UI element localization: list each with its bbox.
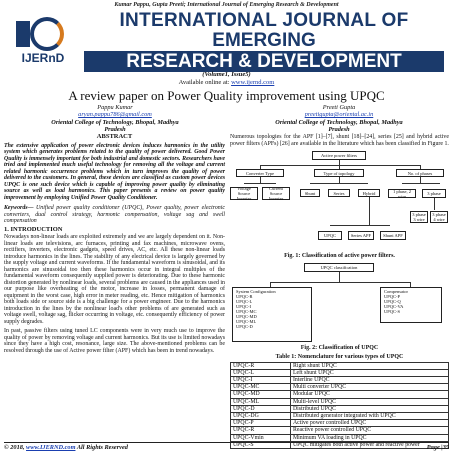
table-cell-abbreviation: UPQC-I xyxy=(231,376,291,383)
author-affiliation: Oriental College of Technology, Bhopal, Madhya xyxy=(275,118,403,126)
fig2-system-config-group xyxy=(232,287,312,342)
fig1-node-hybrid: Hybrid xyxy=(358,189,380,197)
page-number: Page |35 xyxy=(426,444,449,451)
fig1-node-3p3w: 3 phase 3 wire xyxy=(410,211,428,223)
table-cell-abbreviation: UPQC-R xyxy=(231,427,291,434)
table-cell-abbreviation: UPQC-MD xyxy=(231,391,291,398)
figure-1-diagram xyxy=(230,151,449,251)
table-cell-abbreviation: UPQC-R xyxy=(231,362,291,369)
volume-line: (Volume1, Issue5) xyxy=(202,71,251,78)
table-cell-abbreviation: UPQC-D xyxy=(231,405,291,412)
intro-paragraph-1: Nowadays non-linear loads are exploited extremely and we are largely dependent on it. Non-linear loads are televisions, arc furnaces, printing and fax machines, microwave ovens, rectifiers, inverters, electronic gadgets, speed drives, AC, etc. All these non-linear loads introduce harmonics in the lines. The stability of any electrical device is largely governed by the supply voltage and current waveforms. If the fundamental waveform is sinusoidal, and its harmonics are sinusoidal too then these harmonics occur in integral multiples of the fundamental waveform consequently supplied power is deteriorating. Due to these harmonic distortion generated by nonlinear loads, several problems are caused in the appliances used in our purpose like overheating of the motor, increase in losses, permanent damage of equipment in the worst case, high error in meter reading, etc. Hence mitigation of harmonics both loads side or source side is a big challenge for a power engineer. Due to the harmonics introduction in the lines by the nonlinear load's other problems of are generated such as voltage swell, voltage sag, flicker occurring in voltage, etc. consequently efficiency of power supply degrades. xyxy=(4,234,225,325)
table-cell-description: Reactive power controlled UPQC xyxy=(291,427,449,434)
fig2-compensator-group xyxy=(380,287,442,323)
author-email-link[interactable]: aryan.pappu786@gmail.com xyxy=(78,111,152,119)
table-cell-description: Active power controlled UPQC xyxy=(291,420,449,427)
left-column xyxy=(4,134,225,357)
table-cell-description: Modular UPQC xyxy=(291,391,449,398)
table-cell-description: Minimum VA loading in UPQC xyxy=(291,434,449,441)
keywords-label: Keywords— xyxy=(4,205,34,211)
logo-ring-icon xyxy=(30,17,64,51)
author-block-1 xyxy=(4,104,226,134)
author-block-2 xyxy=(228,104,450,134)
table-row xyxy=(231,405,449,412)
fig1-node-shunt: Shunt xyxy=(300,189,320,197)
fig1-node-converter-type: Converter Type xyxy=(236,169,284,177)
journal-title-line1: INTERNATIONAL JOURNAL OF xyxy=(119,10,409,31)
table-row xyxy=(231,398,449,405)
table-cell-abbreviation: UPQC-MC xyxy=(231,384,291,391)
logo-bar-icon xyxy=(16,21,30,47)
fig2-item: UPQC-VA xyxy=(384,303,404,309)
fig2-group-title: Compensator xyxy=(384,288,408,294)
fig2-item: UPQC-L xyxy=(236,298,253,304)
author-name: Pappu Kumar xyxy=(97,104,133,111)
keywords xyxy=(4,205,225,225)
logo-text: IJERnD xyxy=(21,51,65,65)
table-row xyxy=(231,376,449,383)
fig1-node-series-apf: Series APF xyxy=(348,231,374,240)
table-cell-description: Distributed UPQC xyxy=(291,405,449,412)
table-row xyxy=(231,427,449,434)
right-column xyxy=(230,134,449,449)
journal-title-line3: RESEARCH & DEVELOPMENT xyxy=(84,51,444,72)
fig2-root-node: UPQC classification xyxy=(304,263,374,272)
table-row xyxy=(231,420,449,427)
fig2-item: UPQC-I xyxy=(236,303,252,309)
right-intro-paragraph: Numerous topologies for the APF [1]–[7], shunt [18]–[24], series [25] and hybrid active power filters (APFs) [26] are available in the literature which has been classified in Figure 1. xyxy=(230,134,449,147)
available-line xyxy=(0,79,453,86)
fig2-item: UPQC-R xyxy=(236,293,253,299)
keywords-text: Unified power quality conditioner (UPQC), Power quality, power electronic converters, dual control strategy, harmonic compensation, voltage sag and swell compensation xyxy=(4,205,225,224)
table-cell-description: Multi-level UPQC xyxy=(291,398,449,405)
fig1-node-3p4w: 3 phase 4 wire xyxy=(430,211,448,223)
intro-paragraph-2: In past, passive filters using tuned LC components were in very much use to improve the quality of power by removing voltage and current harmonics. But its use is limited nowadays since they have a high cost, resonance, large size. The above-mentioned problems can be resolved through the use of Active power filter (APF) which has been in trend nowadays. xyxy=(4,328,225,354)
fig2-item: UPQC-D xyxy=(236,323,253,329)
table-cell-abbreviation: UPQC-Vmin xyxy=(231,434,291,441)
fig1-node-topology: Type of topology xyxy=(314,169,364,177)
fig1-root-node: Active power filters xyxy=(312,151,366,160)
fig1-node-3phase: 3 phase xyxy=(422,189,446,198)
paper-title: A review paper on Power Quality improvement using UPQC xyxy=(68,88,385,103)
copyright-prefix: © 2018, xyxy=(4,444,27,451)
fig1-node-shunt-apf: Shunt APF xyxy=(380,231,406,240)
table-row xyxy=(231,412,449,419)
figure-1-caption: Fig. 1: Classification of active power filters. xyxy=(284,253,395,259)
footer-rule xyxy=(4,442,449,443)
fig2-item: UPQC-S xyxy=(384,308,401,314)
author-affiliation-2: Pradesh xyxy=(104,126,126,134)
abstract-heading: ABSTRACT xyxy=(96,133,133,140)
author-name: Preeti Gupta xyxy=(322,104,356,111)
available-prefix: Available online at: xyxy=(178,79,232,86)
fig1-node-1phase: 1 phase, 2 wire xyxy=(388,189,416,198)
fig1-node-series: Series xyxy=(328,189,350,197)
table-cell-abbreviation: UPQC-P xyxy=(231,420,291,427)
fig2-item: UPQC-Q xyxy=(384,298,401,304)
figure-2-caption: Fig. 2: Classification of UPQC xyxy=(300,344,379,351)
journal-banner xyxy=(6,10,447,72)
journal-title-line2: EMERGING xyxy=(212,30,316,51)
fig2-item: UPQC-P xyxy=(384,293,401,299)
fig2-group-title: System Configuration xyxy=(236,288,276,294)
fig2-item: UPQC-MD xyxy=(236,313,257,319)
abstract-text: The extensive application of power electronic devices induces harmonics in the utility system which generates problems related to the quality of power delivered. Good Power Quality is immensely important for both industrial and domestic sectors. Researchers have tried and implemented much useful technology for removing all the voltage and current related harmonic occurrence problems which in turn improves the quality of power delivered to the customers. In general, these devices are classified as custom power devices UPQC is one such device which is capable of improving power quality by eliminating source as well as load harmonics. This paper presents a review on power quality improvement by employing Unified Power Quality Conditioner. xyxy=(4,142,225,201)
table-cell-description: Multi converter UPQC xyxy=(291,384,449,391)
figure-2-diagram xyxy=(230,263,449,343)
running-head: Kumar Pappu, Gupta Preeti; International Journal of Emerging Research & Development xyxy=(114,2,339,8)
fig1-node-phases: No. of phases xyxy=(396,169,444,177)
fig1-node-csi: Current Source Inverter xyxy=(262,187,290,200)
footer-copyright xyxy=(4,444,128,451)
journal-website-link[interactable]: www.ijernd.com xyxy=(231,79,275,86)
table-cell-description: Interline UPQC xyxy=(291,376,449,383)
table-row xyxy=(231,369,449,376)
table-row xyxy=(231,384,449,391)
table-cell-abbreviation: UPQC-L xyxy=(231,369,291,376)
author-affiliation-2: Pradesh xyxy=(328,126,350,134)
fig1-node-vsi: Voltage Source Inverter xyxy=(230,187,258,200)
table-cell-description: Right shunt UPQC xyxy=(291,362,449,369)
table-cell-abbreviation: UPQC-S xyxy=(231,441,291,448)
footer-website-link[interactable]: www.IJERND.com xyxy=(26,444,76,451)
table-cell-description: Left shunt UPQC xyxy=(291,369,449,376)
table-cell-abbreviation: UPQC-ML xyxy=(231,398,291,405)
copyright-suffix: All Rights Reserved xyxy=(75,444,128,451)
table-row xyxy=(231,362,449,369)
fig2-item: UPQC-ML xyxy=(236,318,257,324)
table-1-caption: Table 1: Nomenclature for various types of UPQC xyxy=(275,354,404,360)
table-row xyxy=(231,391,449,398)
table-cell-description: Distributed generator integrated with UPQC xyxy=(291,412,449,419)
table-cell-abbreviation: UPQC-DG xyxy=(231,412,291,419)
table-row xyxy=(231,434,449,441)
journal-title xyxy=(84,11,444,72)
table-cell-description: UPQC mitigates both active power and reactive power xyxy=(291,441,449,448)
fig2-item: UPQC-MC xyxy=(236,308,257,314)
fig1-node-upqc: UPQC xyxy=(318,231,342,240)
author-email-link[interactable]: preetigupta@oriental.ac.in xyxy=(304,111,374,119)
section-heading-introduction: 1. INTRODUCTION xyxy=(4,225,63,233)
author-affiliation: Oriental College of Technology, Bhopal, Madhya xyxy=(51,118,179,126)
journal-logo xyxy=(8,15,78,65)
nomenclature-table xyxy=(230,362,449,449)
